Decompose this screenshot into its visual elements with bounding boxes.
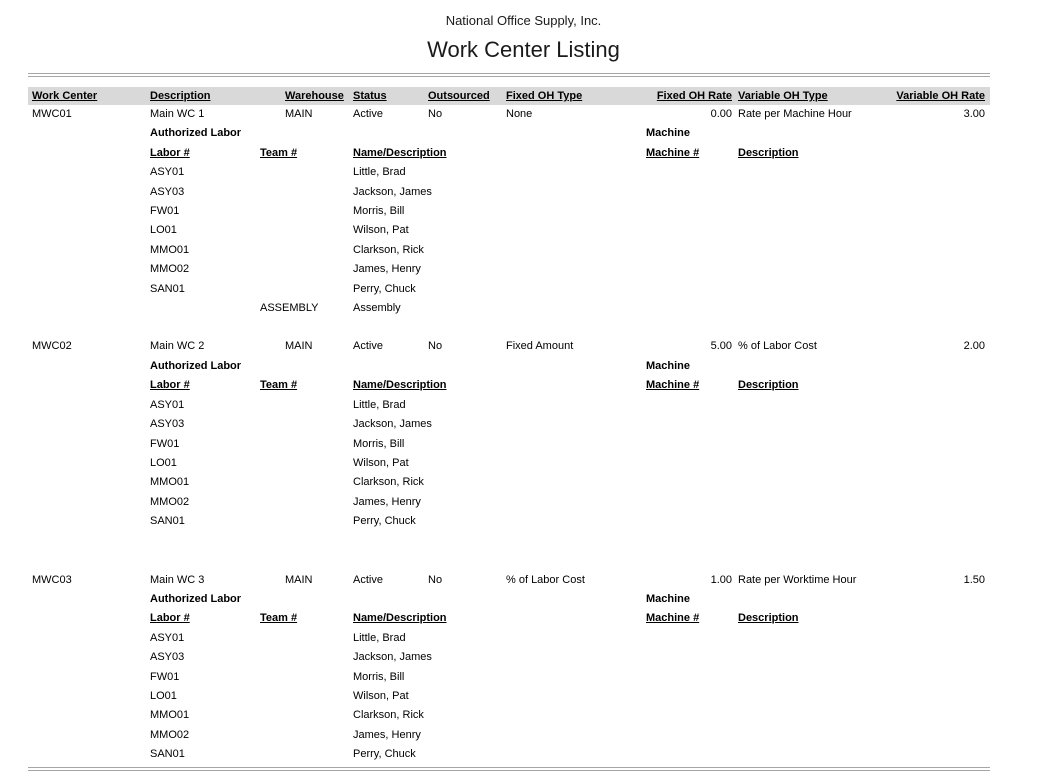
sub-header-name: Name/Description: [353, 146, 447, 159]
team-code: [260, 280, 353, 299]
report-body: [28, 73, 990, 771]
team-code: [260, 706, 353, 725]
work-center-fixed-oh-rate: 1.00: [710, 573, 732, 586]
work-center-status: Active: [353, 108, 383, 120]
labor-row: [28, 706, 990, 725]
labor-code: FW01: [150, 205, 180, 218]
spacer-cell: [32, 687, 150, 706]
work-center-warehouse: MAIN: [285, 573, 313, 586]
col-header-variable-oh-type: Variable OH Type: [738, 90, 828, 102]
team-code: [260, 493, 353, 512]
team-code: [260, 260, 353, 279]
work-center-status: Active: [353, 340, 383, 353]
spacer-cell: [738, 183, 990, 202]
spacer-cell: [738, 260, 990, 279]
sub-header-labor: Labor #: [150, 379, 190, 392]
work-center-description: Main WC 1: [150, 108, 205, 120]
labor-name: Wilson, Pat: [353, 456, 409, 469]
spacer-cell: [646, 706, 738, 725]
labor-name: Wilson, Pat: [353, 224, 409, 237]
sub-header-machine: Machine #: [646, 379, 700, 392]
spacer-cell: [32, 493, 150, 512]
spacer-cell: [32, 435, 150, 454]
labor-code: ASY01: [150, 631, 185, 644]
work-center-variable-oh-type: Rate per Machine Hour: [738, 108, 852, 120]
spacer-cell: [738, 629, 990, 648]
sub-header-name: Name/Description: [353, 379, 447, 392]
sub-header-machine-description: Description: [738, 612, 799, 625]
spacer-cell: [32, 745, 150, 764]
machine-label: Machine: [646, 592, 691, 605]
spacer-cell: [32, 648, 150, 667]
labor-row: [28, 473, 990, 492]
authorized-labor-label: Authorized Labor: [150, 592, 242, 605]
spacer-cell: [32, 144, 150, 163]
labor-code: MMO02: [150, 263, 190, 276]
sub-header-team: Team #: [260, 146, 298, 159]
team-code: [260, 163, 353, 182]
spacer-cell: [738, 726, 990, 745]
title-divider: [28, 73, 990, 77]
spacer-cell: [738, 745, 990, 764]
col-header-warehouse: Warehouse: [285, 90, 344, 102]
spacer-cell: [738, 124, 990, 143]
sub-header-team: Team #: [260, 379, 298, 392]
spacer-cell: [738, 590, 990, 609]
spacer-cell: [32, 706, 150, 725]
sub-header-row: [28, 376, 990, 395]
work-center-code: MWC03: [32, 573, 72, 586]
page-title: Work Center Listing: [427, 37, 620, 62]
work-center-block: [28, 105, 990, 318]
labor-row: [28, 648, 990, 667]
labor-name: Clarkson, Rick: [353, 476, 424, 489]
col-header-status: Status: [353, 90, 387, 102]
labor-code: SAN01: [150, 748, 185, 761]
labor-rows: [28, 396, 990, 532]
spacer-cell: [738, 163, 990, 182]
authorized-labor-row: [28, 357, 990, 376]
labor-name: Jackson, James: [353, 185, 432, 198]
spacer-cell: [32, 512, 150, 531]
labor-row: [28, 454, 990, 473]
spacer-cell: [738, 396, 990, 415]
spacer-cell: [32, 609, 150, 628]
spacer-cell: [32, 376, 150, 395]
labor-name: Perry, Chuck: [353, 748, 416, 761]
spacer-cell: [32, 183, 150, 202]
authorized-labor-label: Authorized Labor: [150, 359, 242, 372]
sub-header-machine-description: Description: [738, 379, 799, 392]
sub-header-labor: Labor #: [150, 612, 190, 625]
work-center-code: MWC01: [32, 108, 72, 120]
spacer-cell: [32, 629, 150, 648]
spacer-cell: [32, 260, 150, 279]
labor-code: MMO02: [150, 495, 190, 508]
company-name: National Office Supply, Inc.: [445, 13, 602, 28]
labor-code: FW01: [150, 437, 180, 450]
sub-header-machine-description: Description: [738, 146, 799, 159]
spacer-cell: [32, 124, 150, 143]
sub-header-team: Team #: [260, 612, 298, 625]
spacer-cell: [32, 396, 150, 415]
col-header-fixed-oh-type: Fixed OH Type: [506, 90, 583, 102]
labor-row: [28, 221, 990, 240]
labor-name: Jackson, James: [353, 418, 432, 431]
spacer-cell: [646, 745, 738, 764]
spacer-cell: [738, 687, 990, 706]
team-code: [260, 473, 353, 492]
work-center-fixed-oh-type: Fixed Amount: [506, 340, 574, 353]
labor-name: Clarkson, Rick: [353, 243, 424, 256]
labor-row: [28, 299, 990, 318]
spacer-cell: [646, 726, 738, 745]
work-center-warehouse: MAIN: [285, 340, 313, 353]
labor-name: James, Henry: [353, 263, 421, 276]
work-center-fixed-oh-rate: 5.00: [710, 340, 732, 353]
labor-name: Morris, Bill: [353, 670, 405, 683]
work-center-description: Main WC 2: [150, 340, 205, 353]
spacer-cell: [32, 163, 150, 182]
labor-name: Wilson, Pat: [353, 689, 409, 702]
work-center-blocks: [28, 105, 990, 765]
team-code: [260, 687, 353, 706]
labor-code: ASY03: [150, 418, 185, 431]
spacer-cell: [738, 435, 990, 454]
spacer-cell: [738, 221, 990, 240]
spacer-cell: [738, 473, 990, 492]
spacer-cell: [32, 473, 150, 492]
spacer-cell: [646, 493, 738, 512]
spacer-cell: [646, 260, 738, 279]
labor-name: Jackson, James: [353, 651, 432, 664]
labor-rows: [28, 629, 990, 765]
spacer-cell: [738, 202, 990, 221]
spacer-cell: [646, 512, 738, 531]
labor-name: Morris, Bill: [353, 437, 405, 450]
spacer-cell: [738, 454, 990, 473]
labor-name: Little, Brad: [353, 631, 406, 644]
team-code: [260, 648, 353, 667]
spacer-cell: [646, 668, 738, 687]
labor-row: [28, 260, 990, 279]
spacer-cell: [738, 493, 990, 512]
labor-code: ASY01: [150, 398, 185, 411]
labor-code: ASY03: [150, 651, 185, 664]
spacer-cell: [646, 241, 738, 260]
spacer-cell: [32, 299, 150, 318]
team-code: [260, 241, 353, 260]
work-center-warehouse: MAIN: [285, 108, 313, 120]
labor-code: [150, 299, 260, 318]
labor-code: FW01: [150, 670, 180, 683]
labor-code: MMO01: [150, 243, 190, 256]
labor-code: ASY03: [150, 185, 185, 198]
spacer-cell: [32, 454, 150, 473]
labor-row: [28, 629, 990, 648]
spacer-cell: [646, 202, 738, 221]
labor-code: SAN01: [150, 515, 185, 528]
spacer-cell: [738, 415, 990, 434]
spacer-cell: [646, 629, 738, 648]
sub-header-row: [28, 609, 990, 628]
page-bottom-divider: [28, 767, 990, 771]
work-center-variable-oh-rate: 1.50: [963, 573, 985, 586]
table-header-row: [28, 87, 990, 105]
spacer-cell: [738, 648, 990, 667]
col-header-fixed-oh-rate: Fixed OH Rate: [656, 90, 732, 102]
spacer-cell: [646, 280, 738, 299]
work-center-description: Main WC 3: [150, 573, 205, 586]
labor-row: [28, 202, 990, 221]
spacer-cell: [738, 241, 990, 260]
spacer-cell: [646, 415, 738, 434]
work-center-variable-oh-rate: 2.00: [963, 340, 985, 353]
labor-row: [28, 726, 990, 745]
labor-name: James, Henry: [353, 728, 421, 741]
labor-name: Assembly: [353, 302, 401, 315]
spacer-cell: [738, 280, 990, 299]
labor-code: LO01: [150, 456, 177, 469]
work-center-variable-oh-type: % of Labor Cost: [738, 340, 817, 353]
sub-header-name: Name/Description: [353, 612, 447, 625]
sub-header-machine: Machine #: [646, 146, 700, 159]
work-center-block: [28, 571, 990, 765]
work-center-outsourced: No: [428, 108, 443, 120]
labor-code: LO01: [150, 224, 177, 237]
team-code: [260, 668, 353, 687]
spacer-cell: [32, 415, 150, 434]
work-center-main-row: [28, 571, 990, 590]
labor-name: Little, Brad: [353, 166, 406, 179]
work-center-block: [28, 337, 990, 531]
spacer-cell: [738, 512, 990, 531]
team-code: [260, 629, 353, 648]
spacer-cell: [32, 280, 150, 299]
team-code: [260, 435, 353, 454]
sub-header-row: [28, 144, 990, 163]
spacer-cell: [738, 668, 990, 687]
work-center-fixed-oh-rate: 0.00: [710, 108, 732, 120]
spacer-cell: [738, 357, 990, 376]
spacer-cell: [32, 221, 150, 240]
work-center-fixed-oh-type: None: [506, 108, 533, 120]
labor-row: [28, 163, 990, 182]
team-code: [260, 396, 353, 415]
team-code: ASSEMBLY: [260, 302, 319, 315]
labor-name: James, Henry: [353, 495, 421, 508]
labor-row: [28, 241, 990, 260]
labor-code: MMO01: [150, 476, 190, 489]
spacer-cell: [646, 221, 738, 240]
spacer-cell: [646, 396, 738, 415]
labor-code: SAN01: [150, 282, 185, 295]
labor-row: [28, 668, 990, 687]
team-code: [260, 512, 353, 531]
spacer-cell: [646, 435, 738, 454]
labor-name: Perry, Chuck: [353, 282, 416, 295]
labor-row: [28, 435, 990, 454]
work-center-main-row: [28, 105, 990, 124]
spacer-cell: [32, 590, 150, 609]
work-center-main-row: [28, 337, 990, 356]
spacer-cell: [646, 687, 738, 706]
authorized-labor-row: [28, 124, 990, 143]
col-header-variable-oh-rate: Variable OH Rate: [896, 90, 985, 102]
team-code: [260, 202, 353, 221]
work-center-outsourced: No: [428, 573, 443, 586]
labor-name: Perry, Chuck: [353, 515, 416, 528]
machine-label: Machine: [646, 127, 691, 140]
authorized-labor-row: [28, 590, 990, 609]
spacer-cell: [32, 202, 150, 221]
labor-code: ASY01: [150, 166, 185, 179]
labor-name: Morris, Bill: [353, 205, 405, 218]
sub-header-labor: Labor #: [150, 146, 190, 159]
labor-row: [28, 415, 990, 434]
team-code: [260, 221, 353, 240]
team-code: [260, 183, 353, 202]
labor-code: MMO02: [150, 728, 190, 741]
report-header: [0, 0, 1047, 63]
col-header-work-center: Work Center: [32, 90, 98, 102]
labor-row: [28, 396, 990, 415]
labor-row: [28, 512, 990, 531]
labor-row: [28, 687, 990, 706]
spacer-cell: [646, 183, 738, 202]
labor-code: LO01: [150, 689, 177, 702]
work-center-outsourced: No: [428, 340, 443, 353]
spacer-cell: [646, 648, 738, 667]
team-code: [260, 726, 353, 745]
team-code: [260, 745, 353, 764]
work-center-variable-oh-rate: 3.00: [963, 108, 985, 120]
spacer-cell: [646, 299, 738, 318]
team-code: [260, 454, 353, 473]
spacer-cell: [738, 706, 990, 725]
labor-name: Clarkson, Rick: [353, 709, 424, 722]
labor-row: [28, 745, 990, 764]
spacer-cell: [646, 454, 738, 473]
labor-row: [28, 493, 990, 512]
spacer-cell: [32, 668, 150, 687]
labor-row: [28, 280, 990, 299]
spacer-cell: [32, 357, 150, 376]
labor-rows: [28, 163, 990, 318]
spacer-cell: [738, 299, 990, 318]
spacer-cell: [32, 241, 150, 260]
work-center-status: Active: [353, 573, 383, 586]
work-center-variable-oh-type: Rate per Worktime Hour: [738, 573, 857, 586]
labor-name: Little, Brad: [353, 398, 406, 411]
col-header-outsourced: Outsourced: [428, 90, 490, 102]
work-center-code: MWC02: [32, 340, 72, 353]
team-code: [260, 415, 353, 434]
spacer-cell: [646, 473, 738, 492]
col-header-description: Description: [150, 90, 211, 102]
labor-row: [28, 183, 990, 202]
labor-code: MMO01: [150, 709, 190, 722]
work-center-fixed-oh-type: % of Labor Cost: [506, 573, 585, 586]
authorized-labor-label: Authorized Labor: [150, 127, 242, 140]
machine-label: Machine: [646, 359, 691, 372]
sub-header-machine: Machine #: [646, 612, 700, 625]
spacer-cell: [32, 726, 150, 745]
spacer-cell: [646, 163, 738, 182]
